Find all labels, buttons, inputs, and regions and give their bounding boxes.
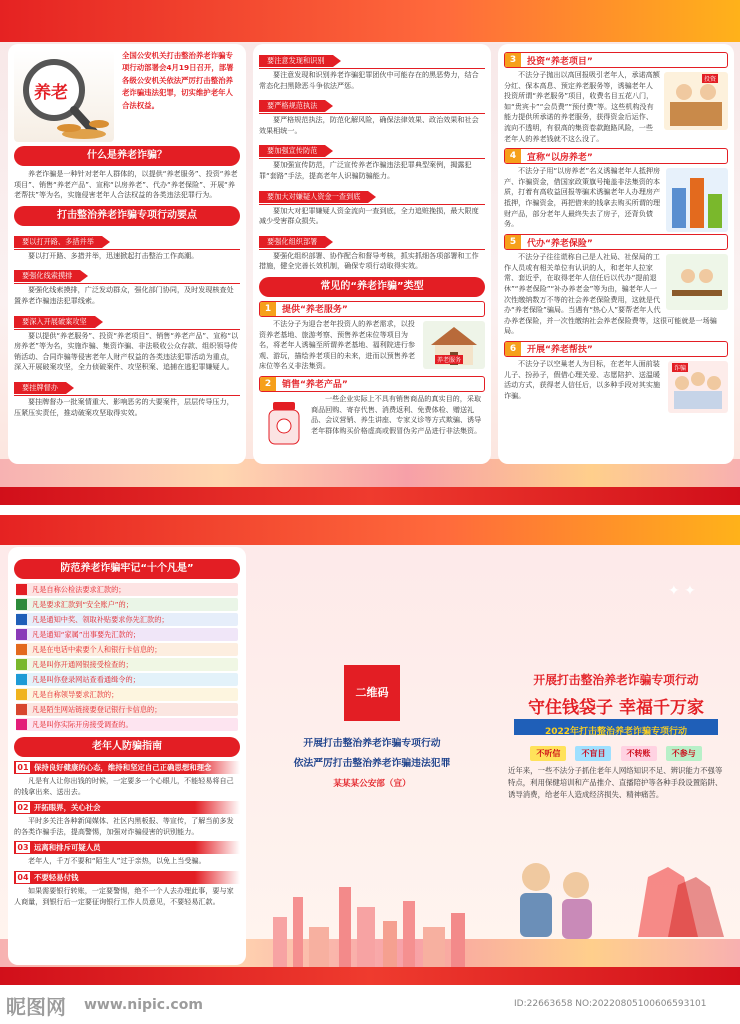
key-point-text: 要强化组织部署、协作配合和督导考核，抓实抓细各项部署和工作措施，健全完善长效机制，确保专项行动取得实效。: [259, 250, 479, 271]
guide-title: 老年人防骗指南: [14, 737, 240, 757]
top-decoration: [0, 0, 740, 42]
fraud-type: [498, 234, 734, 337]
rule-item: [16, 718, 238, 731]
key-point-head: 要强化组织部署: [259, 236, 325, 248]
panel-back-cover: [253, 547, 491, 967]
fraud-type-num: 6: [505, 341, 521, 357]
rule-item: [16, 688, 238, 701]
key-point: [253, 48, 491, 91]
fraud-type-num: 2: [260, 376, 276, 392]
tag: 不盲目: [575, 746, 611, 761]
top-decoration: [0, 515, 740, 545]
qr-label: 二维码: [355, 686, 389, 699]
guide-item: [8, 801, 246, 837]
buildings-icon: [666, 168, 728, 232]
investment-label: 投资: [704, 76, 717, 83]
rule-color-square: [16, 644, 27, 655]
guide-num: 02: [17, 803, 29, 813]
key-point-text: 要加大对犯罪嫌疑人资金流向一查到底，全力追赃挽损，最大限度减少受害群众损失。: [259, 205, 479, 226]
cover-title-2: 守住钱袋子 幸福千万家: [528, 698, 704, 718]
guide-title: 保持良好健康的心态，维持和坚定自己正确思想和理念: [34, 763, 212, 772]
key-point: [8, 263, 246, 306]
back-org: 某某某公安部（宣）: [333, 779, 411, 789]
key-point: [8, 375, 246, 418]
housing-illustration: [666, 168, 728, 232]
key-point-text: 要加强宣传防范，广泛宣传养老诈骗违法犯罪典型案例，揭露犯罪“套路”手法，提高老年人识骗防骗能力。: [259, 160, 472, 180]
fraud-type-text: 不法分子往往谎称自己是人社局、社保局的工作人员或有相关单位有认识的人，和老年人拉家常、套近乎，在取得老年人信任后以代办“提前退休”“养老保险”“补办养老金”等为由，骗老年人一次性缴纳数万不等的社会养老保险费用，这就是代办“养老保险”骗局。当遇有“热心人”要帮老年人代办养老保险，并一次性缴纳社会养老保险费等，这很可能就是一场骗局。: [504, 252, 717, 336]
fraud-types-title: 常见的“养老诈骗”类型: [259, 277, 485, 297]
fraud-type-num: 4: [505, 148, 521, 164]
fraud-type-head: [259, 376, 485, 392]
guide-head: [14, 801, 240, 814]
guide-title: 远离和排斥可疑人员: [34, 843, 101, 853]
cover-year-text: 2022年打击整治养老诈骗专项行动: [544, 727, 688, 737]
fraud-type-title: 提供“养老服务”: [282, 305, 348, 316]
cover-tags: [498, 741, 734, 761]
key-point-text: 要严格规范执法，防范化解风险，确保法律效果、政治效果和社会效果相统一。: [259, 115, 479, 135]
back-line-2: 依法严厉打击整治养老诈骗违法犯罪: [293, 758, 451, 769]
city-skyline-icon: [253, 877, 491, 967]
key-point-text: 要以提供“养老服务”、投资“养老项目”、销售“养老产品”、宣称“以房养老”等为名，实施诈骗、集资诈骗、非法吸收公众存款、组织领导传销活动、合同诈骗等侵害老年人财产权益的各类违法犯罪活动为重点，深入开展破案攻坚，全力侦破案件、攻坚积案、追捕在逃犯罪嫌疑人。: [14, 330, 239, 372]
investment-illustration: [664, 72, 728, 130]
panel-front-cover: [498, 547, 734, 967]
key-point-head: 要强化线索摸排: [14, 270, 80, 282]
guide-num: 03: [17, 843, 29, 853]
rule-text: 凡是自称领导要求汇款的；: [32, 689, 119, 699]
house-label: 养老服务: [437, 356, 462, 364]
product-illustration: [259, 396, 309, 448]
fraud-type-head: [504, 234, 728, 250]
fraud-type-head: [504, 341, 728, 357]
rule-color-square: [16, 659, 27, 670]
key-point-head: 要挂牌督办: [14, 382, 66, 394]
panel-prevention: [8, 547, 246, 965]
rule-item: [16, 598, 238, 611]
rule-text: 凡是通知“家属”出事要先汇款的；: [32, 629, 141, 639]
key-point-head: 要加强宣传防范: [259, 145, 325, 157]
key-point: [8, 309, 246, 373]
guide-text: 老年人，千万不要和“陌生人”过于亲热，以免上当受骗。: [28, 856, 206, 866]
fraud-type: [498, 148, 734, 230]
rule-text: 凡是自称公检法要求汇款的；: [32, 584, 126, 594]
key-points-list: [8, 229, 246, 418]
fraud-type-head: [504, 148, 728, 164]
guide-title: 不要轻易付钱: [34, 872, 79, 882]
fraud-type-title: 开展“养老帮扶”: [527, 345, 593, 356]
key-point: [253, 93, 491, 136]
fraud-type-text: 不法分子为迎合老年投资人的养老需求，以投资养老基地、旅游考察、预售养老床位等项目为名，将老年人诱骗至所谓养老基地、福利院进行参观、游玩，描绘养老项目的未来，进而以预售养老床位等名义非法集资。: [259, 318, 416, 371]
cover-year-title: [514, 719, 718, 735]
key-point-head: 要以打开路、多措并举: [14, 236, 102, 248]
intro-badge: 养老: [34, 83, 68, 103]
guide-item: [8, 841, 246, 867]
watermark-logo: 昵图网: [6, 995, 66, 1019]
fraud-type-title: 代办“养老保险”: [527, 238, 593, 249]
brochure-front-sheet: [0, 0, 740, 505]
rule-item: [16, 583, 238, 596]
rule-text: 凡是通知中奖、领取补贴要求你先汇款的；: [32, 614, 169, 624]
rule-color-square: [16, 599, 27, 610]
key-point-head: 要严格规范执法: [259, 100, 325, 112]
guide-item: [8, 761, 246, 797]
house-illustration: [423, 321, 485, 369]
guide-title: 开拓眼界，关心社会: [34, 803, 101, 813]
rule-item: [16, 703, 238, 716]
cover-title-1: 开展打击整治养老诈骗专项行动: [533, 673, 699, 687]
key-point-head: 要深入开展破案攻坚: [14, 316, 95, 328]
watermark-url: www.nipic.com: [84, 997, 203, 1013]
guide-text: 凡是有人让你出钱的时候，一定要多一个心眼儿，不能轻易将自己的钱拿出来、送出去。: [14, 776, 234, 796]
what-is-title: 什么是养老诈骗？: [14, 146, 240, 166]
key-point-text: 要以打开路、多措并举，迅速掀起打击整治工作高潮。: [28, 250, 199, 260]
elderly-couple-icon: [498, 837, 734, 967]
guide-num: 04: [17, 872, 29, 882]
fraud-type-text: 不法分子以空巢老人为目标，在老年人面前装儿子、扮孙子，假借心理关爱、志愿陪护、送温暖活动方式，获得老人信任后，以多种手段对其实施诈骗。: [504, 358, 661, 400]
rule-item: [16, 613, 238, 626]
panel-fraud-types-a: [253, 44, 491, 464]
rule-item: [16, 643, 238, 656]
guide-head: [14, 871, 240, 884]
rule-color-square: [16, 584, 27, 595]
watermark-bar: [0, 985, 740, 1024]
fraud-type: [253, 301, 491, 372]
fraud-type-title: 销售“养老产品”: [282, 380, 348, 391]
help-illustration: [668, 361, 728, 413]
panel-what-is-fraud: [8, 44, 246, 464]
panel-fraud-types-b: [498, 44, 734, 464]
cover-text: 近年来，一些不法分子抓住老年人网络知识不足、辨识能力不强等特点，利用保健培训和产品推介、直播陪护等各种手段设置陷阱、诱导消费，给老年人造成经济损失、精神痛苦。: [508, 766, 723, 799]
fraud-type: [498, 52, 734, 144]
rule-color-square: [16, 629, 27, 640]
bottom-red-band: [0, 967, 740, 985]
tag: 不参与: [666, 746, 702, 761]
key-point-text: 要挂牌督办一批案情重大、影响恶劣的大要案件，层层传导压力，压紧压实责任，推动破案攻坚取得实效。: [14, 396, 234, 417]
guide-head: [14, 761, 240, 774]
rule-text: 凡是叫你开通网银接受检查的；: [32, 659, 133, 669]
qr-code-placeholder: [344, 665, 400, 721]
fraud-type-title: 宣称“以房养老”: [527, 152, 593, 163]
key-point-text: 要注意发现和识别养老诈骗犯罪团伙中可能存在的黑恶势力，结合常态化扫黑除恶斗争依法严惩。: [259, 70, 479, 90]
what-is-text: 养老诈骗是一种针对老年人群体的，以提供“养老服务”、投资“养老项目”、销售“养老产品”、宣称“以房养老”、代办“养老保险”、开展“养老帮扶”等为名，实施侵害老年人合法权益的各类违法犯罪行为。: [14, 169, 238, 200]
fraud-type-text: 不法分子抛出以高回报吸引老年人，承诺高额分红、保本高息、预定养老服务等，诱骗老年人投资所谓“养老服务”项目，收费名目五花八门，如“贵宾卡”“会员费”“预付费”等。这些机构没有能力提供所承诺的养老服务，获得资金后运作、流向不透明，有很高的集资卷款跑路风险，一些老年人的养老钱就不这么没了。: [504, 70, 660, 143]
fraud-type-num: 5: [505, 234, 521, 250]
key-points-list-cont: [253, 48, 491, 272]
fraud-type-num: 1: [260, 301, 276, 317]
key-point: [253, 184, 491, 227]
rule-color-square: [16, 614, 27, 625]
medicine-bottle-icon: [259, 396, 309, 448]
guide-num: 01: [17, 763, 29, 772]
fraud-type-text: 一些企业实际上不具有销售商品的真实目的，采取商品回购、寄存代售、消费返利、免费体检、赠送礼品、会议营销、养生讲座、专家义诊等方式欺骗、诱导老年群体购买价格虚高或假冒伪劣产品进行非法集资。: [311, 393, 482, 435]
tag: 不听信: [530, 746, 566, 761]
rule-color-square: [16, 704, 27, 715]
key-point: [253, 229, 491, 272]
brochure-back-sheet: [0, 515, 740, 985]
help-label: 诈骗: [674, 364, 687, 372]
rule-item: [16, 628, 238, 641]
ten-rules-list: [8, 583, 246, 731]
fraud-type: [253, 376, 491, 436]
guide-text: 如果需要银行转账，一定要警惕，绝不一个人去办理此事，要与家人商量，到银行后一定要征询银行工作人员意见，不要轻易汇款。: [14, 885, 234, 906]
fraud-type-text: 不法分子用“以房养老”名义诱骗老年人抵押房产、诈骗资金，借国家政策旗号掩盖非法集资的本质，打着有高收益回报等骗术诱骗老年人办理房产抵押，诈骗资金，再把借来的钱拿去购买所谓的理财产品，部分老年人最终失去了房子，还背负债务。: [504, 166, 661, 229]
rule-item: [16, 658, 238, 671]
rule-text: 凡是在电话中索要个人和银行卡信息的；: [32, 644, 162, 654]
fraud-type: [498, 341, 734, 401]
guide-head: [14, 841, 240, 854]
rule-text: 凡是叫你实际开房接受调查的。: [32, 719, 133, 729]
insurance-illustration: [666, 254, 728, 310]
guide-text: 平时多关注各种新闻媒体、社区内黑板报、等宣传，了解当前多发的各类诈骗手法，提高警惕，加强对诈骗侵害的识别能力。: [14, 816, 234, 836]
tag: 不转账: [621, 746, 657, 761]
fraud-type-head: [259, 301, 485, 317]
guide-list: [8, 761, 246, 907]
key-point-head: 要注意发现和识别: [259, 55, 333, 67]
rule-text: 凡是叫你登录网站查看通缉令的；: [32, 674, 140, 684]
watermark-id: ID:22663658 NO:20220805100606593101: [514, 999, 707, 1009]
back-line-1: 开展打击整治养老诈骗专项行动: [303, 738, 441, 749]
key-point-text: 要强化线索摸排，广泛发动群众，强化部门协同，及时发现核查处置养老诈骗违法犯罪线索。: [14, 285, 234, 305]
key-points-title: 打击整治养老诈骗专项行动要点: [14, 206, 240, 226]
ten-rules-title: 防范养老诈骗牢记“十个凡是”: [14, 559, 240, 579]
rule-color-square: [16, 674, 27, 685]
guide-item: [8, 871, 246, 907]
rule-color-square: [16, 719, 27, 730]
key-point: [8, 229, 246, 262]
intro-text: 全国公安机关打击整治养老诈骗专项行动部署会4月19日召开，部署各级公安机关依法严厉打击整治养老诈骗违法犯罪，切实维护老年人合法权益。: [122, 51, 234, 110]
fraud-type-head: [504, 52, 728, 68]
intro-illustration: [14, 50, 114, 142]
bottom-red-band: [0, 487, 740, 505]
fraud-type-num: 3: [505, 52, 521, 68]
key-point: [253, 138, 491, 181]
rule-item: [16, 673, 238, 686]
rule-text: 凡是要求汇款到“安全账户”的；: [32, 599, 133, 609]
key-point-head: 要加大对嫌疑人资金一查到底: [259, 191, 368, 203]
elder-bench-icon: [666, 254, 728, 310]
rule-text: 凡是陌生网站链接要登记银行卡信息的；: [32, 704, 162, 714]
fraud-type-title: 投资“养老项目”: [527, 56, 593, 67]
rule-color-square: [16, 689, 27, 700]
dove-decoration: ✦ ✦: [668, 583, 696, 599]
investment-scene-icon: [664, 72, 728, 130]
